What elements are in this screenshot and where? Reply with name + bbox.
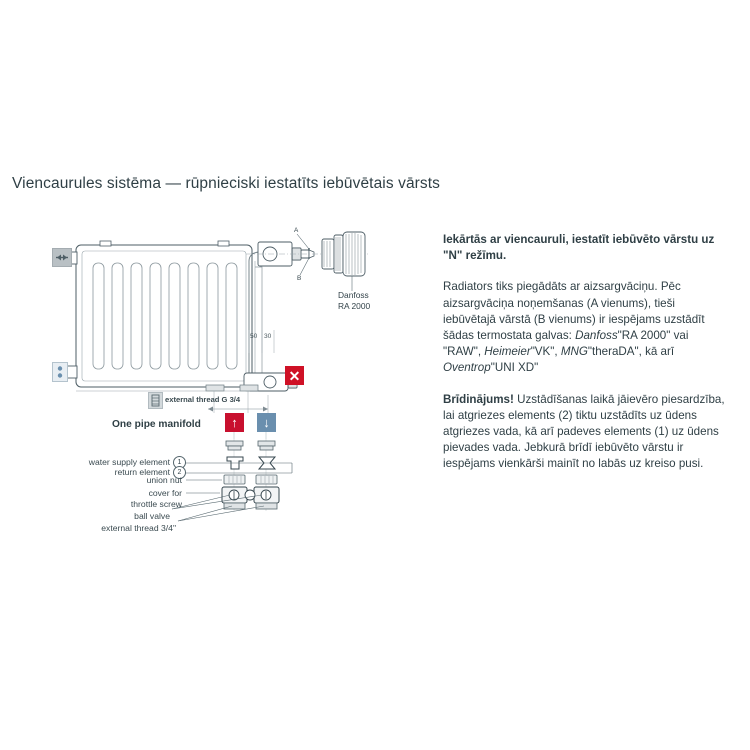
callout-a-label: A <box>294 227 299 234</box>
legend-label-ball-valve: ball valve <box>134 511 170 521</box>
brand-heimeier: Heimeier <box>484 345 531 359</box>
thread-note-icon <box>148 392 163 409</box>
model-heimeier: "VK", <box>530 345 561 359</box>
arrow-left-right-icon <box>53 249 71 266</box>
radiator-diagram <box>0 225 440 535</box>
model-danfoss: "RA 2000" vai "RAW", <box>443 329 689 359</box>
external-thread-note: external thread G 3/4 <box>165 395 241 404</box>
page-title: Viencaurules sistēma — rūpnieciski iestatīts iebūvētais vārsts <box>12 175 441 192</box>
warning-label: Brīdinājums! <box>443 392 514 406</box>
legend-number-1: 1 <box>173 456 186 469</box>
legend-label-throttle-screw: throttle screw <box>130 499 182 509</box>
brand-oventrop: Oventrop <box>443 361 491 375</box>
left-bottom-connection-marker <box>52 362 68 382</box>
not-allowed-flag <box>285 366 304 385</box>
legend-label-cover-for: cover for <box>148 488 182 498</box>
legend-label-return-element: return element <box>114 467 170 477</box>
legend-label-union-nut: union nut <box>146 475 182 485</box>
instruction-paragraph-2 <box>443 279 725 376</box>
thermostat-model: RA 2000 <box>338 301 371 311</box>
legend-label-external-thread: external thread 3/4" <box>101 523 176 533</box>
paragraph-2-lead: Radiators tiks piegādāts ar aizsargvāciņu. Pēc aizsargvāciņa noņemšanas (A vienums), tieši iebūvētajā vārstā (B vienums) ir iespējams uzstādīt šādas termostata galvas: <box>443 280 705 343</box>
model-oventrop: "UNI XD" <box>490 361 539 375</box>
close-icon: ✕ <box>288 367 301 384</box>
left-top-connection-marker <box>52 248 72 267</box>
return-direction-flag <box>257 413 276 432</box>
manifold-title: One pipe manifold <box>112 419 201 430</box>
arrow-down-icon: ↓ <box>263 415 270 430</box>
arrow-up-icon: ↑ <box>231 415 238 430</box>
two-dots-icon <box>53 363 67 381</box>
model-mng: "theraDA", kā arī <box>587 345 675 359</box>
dimension-left-label: 50 <box>250 333 258 340</box>
thermostat-brand-caption <box>338 290 370 312</box>
brand-mng: MNG <box>560 345 588 359</box>
legend-label-water-supply-element: water supply element <box>88 457 170 467</box>
thermostat-brand: Danfoss <box>338 290 369 300</box>
legend-number-2: 2 <box>173 466 186 479</box>
warning-body: Uzstādīšanas laikā jāievēro piesardzība, lai atgriezes elements (2) tiktu uzstādīts uz ūdens atgriezes vada, kā arī padeves elements (1) uz ūdens pievades vada. Jebkurā brīdī iebūvēto vārstu ir iespējams vienkārši mainīt no labās uz kreiso pusi. <box>443 392 725 471</box>
callout-b-label: B <box>297 275 302 282</box>
brand-danfoss: Danfoss <box>575 329 618 343</box>
instructions-text-column <box>443 232 725 473</box>
instruction-paragraph-3 <box>443 392 725 473</box>
thread-symbol-icon <box>149 393 162 408</box>
instruction-paragraph-1: Iekārtās ar viencauruli, iestatīt iebūvēto vārstu uz "N" režīmu. <box>443 233 715 263</box>
supply-direction-flag <box>225 413 244 432</box>
dimension-right-label: 30 <box>264 333 272 340</box>
